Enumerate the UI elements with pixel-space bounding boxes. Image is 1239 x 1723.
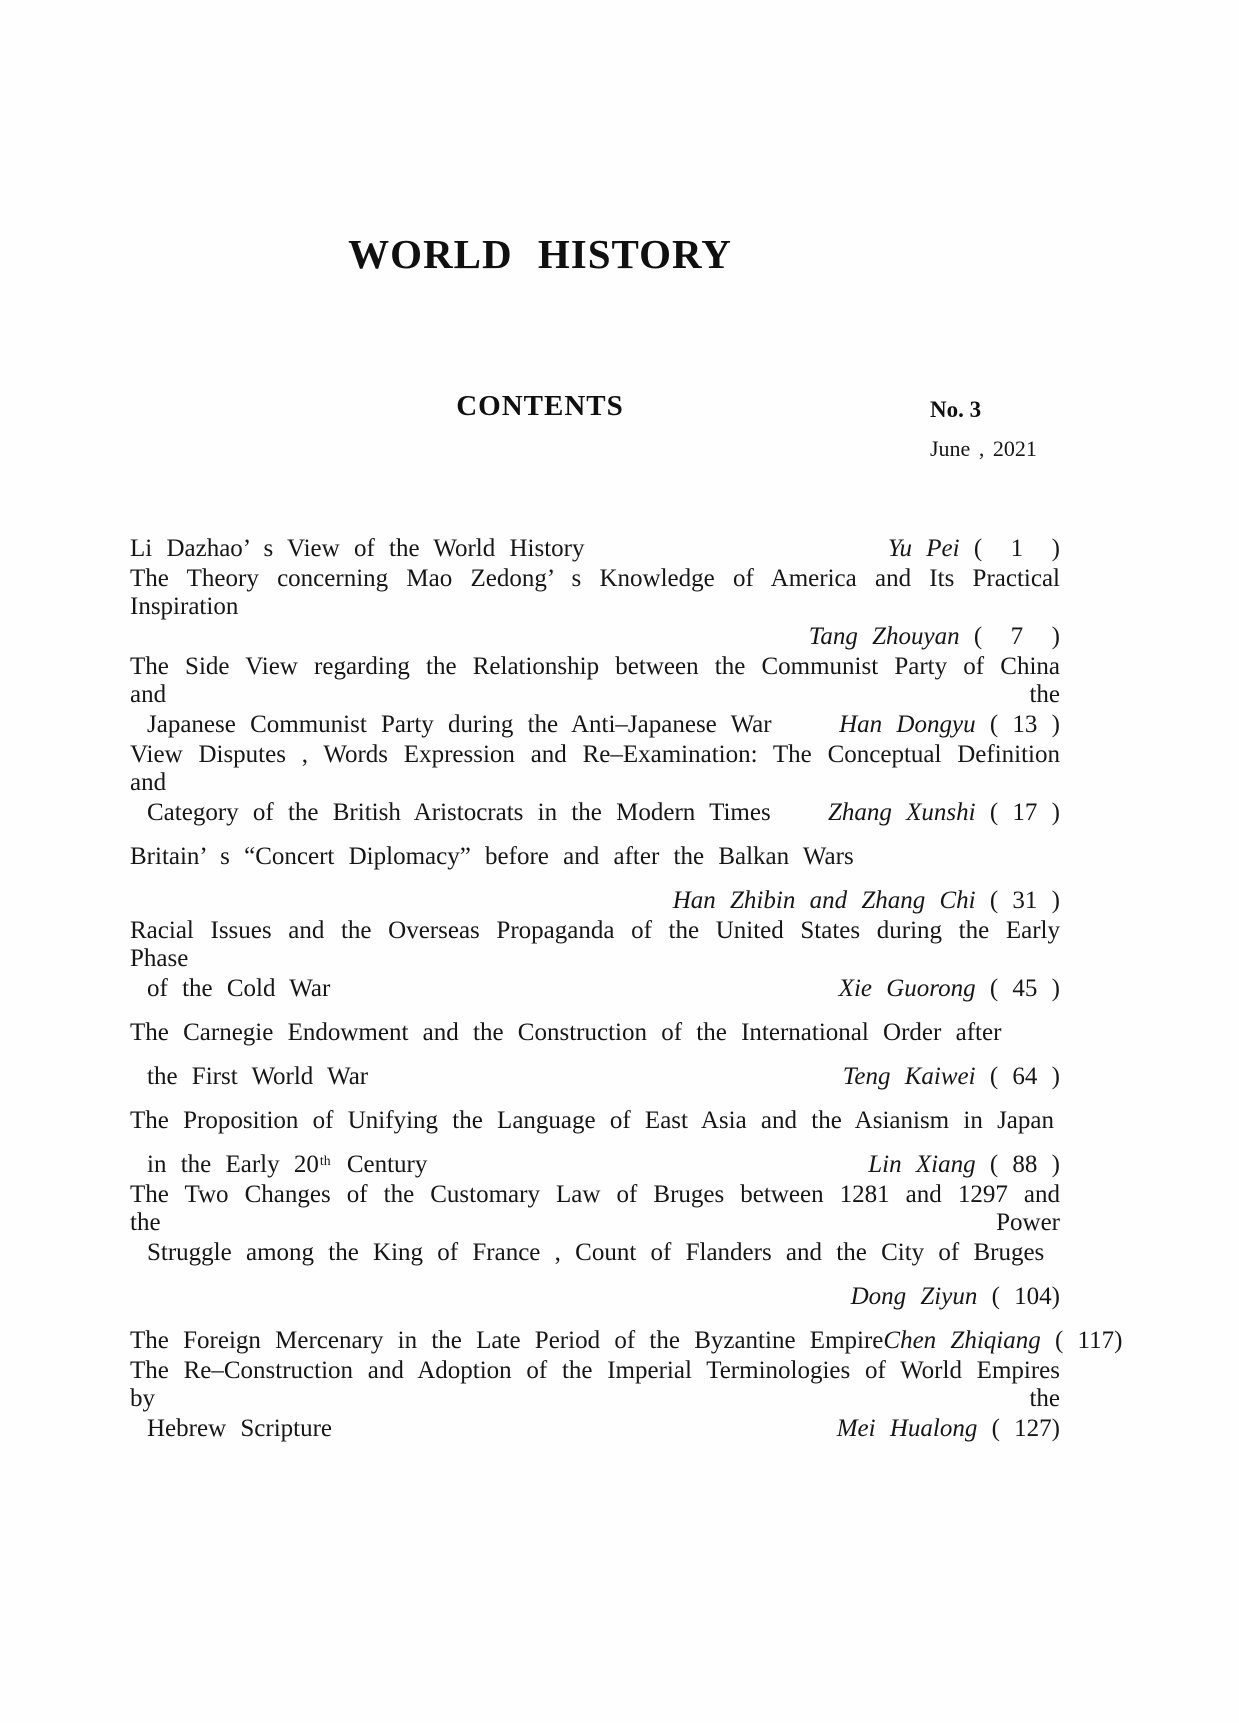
toc-author: Chen Zhiqiang <box>883 1327 1041 1354</box>
toc-page-number: ( 45 ) <box>975 975 1060 1002</box>
toc-line <box>130 1099 1060 1143</box>
toc-page-number: ( 13 ) <box>975 711 1060 738</box>
toc-entry-title: Li Dazhao’ s View of the World History <box>130 535 585 562</box>
ordinal-superscript: th <box>319 1153 331 1169</box>
issue-date: June , 2021 <box>930 436 1037 461</box>
toc-line <box>130 1055 1060 1099</box>
toc-entry-title: of the Cold War <box>147 975 331 1002</box>
toc-line <box>130 1275 1060 1319</box>
contents-heading: CONTENTS <box>456 390 624 422</box>
toc-entry-title: Hebrew Scripture <box>147 1415 333 1442</box>
toc-page-number: ( 64 ) <box>975 1063 1060 1090</box>
toc-author-page <box>839 975 1060 1003</box>
toc-line <box>130 835 1060 879</box>
toc-author-page <box>839 711 1060 739</box>
toc-line <box>130 1181 1060 1236</box>
toc-entry-title: The Foreign Mercenary in the Late Period of the Byzantine Empire <box>130 1327 884 1354</box>
toc-author-page <box>868 1151 1060 1179</box>
toc-page-number: ( 31 ) <box>975 887 1060 914</box>
toc-entry-title: the First World War <box>147 1063 369 1090</box>
toc-author-page <box>837 1415 1060 1443</box>
toc-author: Tang Zhouyan <box>808 623 960 650</box>
toc-author: Han Zhibin and Zhang Chi <box>672 887 976 914</box>
toc-author: Xie Guorong <box>838 975 976 1002</box>
toc-line <box>130 1231 1060 1275</box>
toc-entry-title: The Side View regarding the Relationship between the Communist Party of China and the <box>130 653 1060 708</box>
toc-author: Han Dongyu <box>839 711 976 738</box>
toc-entry-title: The Proposition of Unifying the Language of East Asia and the Asianism in Japan <box>130 1107 1054 1134</box>
toc-author-page <box>828 799 1060 827</box>
toc-line <box>130 791 1060 835</box>
toc-author-page <box>843 1063 1060 1091</box>
toc-page-number: ( 88 ) <box>975 1151 1060 1178</box>
toc-author-page <box>809 623 1060 651</box>
toc-page-number: ( 7 ) <box>959 623 1060 650</box>
toc-page-number: ( 1 ) <box>959 535 1060 562</box>
toc-line <box>130 1011 1060 1055</box>
toc-author-page <box>673 887 1060 915</box>
toc-author-page <box>888 535 1060 563</box>
toc-page-number: ( 127) <box>977 1415 1060 1442</box>
issue-number: No. 3 <box>930 397 982 422</box>
toc-page-number: ( 104) <box>977 1283 1060 1310</box>
journal-title: WORLD HISTORY <box>348 231 732 277</box>
toc-entry-title: Britain’ s “Concert Diplomacy” before and after the Balkan Wars <box>130 843 854 870</box>
toc-author: Lin Xiang <box>868 1151 976 1178</box>
toc-entry-title: Racial Issues and the Overseas Propaganda of the United States during the Early Phase <box>130 917 1060 972</box>
toc-entry-title: Category of the British Aristocrats in the Modern Times <box>147 799 771 826</box>
toc-page-number: ( 117) <box>1040 1327 1123 1354</box>
toc-line <box>130 917 1060 972</box>
toc-page-number: ( 17 ) <box>975 799 1060 826</box>
toc-author: Mei Hualong <box>836 1415 978 1442</box>
toc-line <box>130 1407 1060 1451</box>
toc-author-page <box>883 1327 1122 1355</box>
toc-entry-title: The Two Changes of the Customary Law of Bruges between 1281 and 1297 and the Power <box>130 1181 1060 1236</box>
toc-author-page <box>851 1283 1060 1311</box>
toc-author: Zhang Xunshi <box>827 799 976 826</box>
toc-author: Dong Ziyun <box>850 1283 978 1310</box>
toc-line <box>130 741 1060 796</box>
toc-line <box>130 565 1060 620</box>
toc-entry-title: in the Early 20th Century <box>147 1151 428 1178</box>
toc-line <box>130 1357 1060 1412</box>
toc-line <box>130 967 1060 1011</box>
toc-author: Yu Pei <box>887 535 960 562</box>
table-of-contents <box>130 527 1123 1451</box>
toc-entry-title: View Disputes , Words Expression and Re–Examination: The Conceptual Definition and <box>130 741 1060 796</box>
toc-entry-title: The Theory concerning Mao Zedong’ s Knowledge of America and Its Practical Inspiration <box>130 565 1060 620</box>
toc-author: Teng Kaiwei <box>842 1063 976 1090</box>
toc-entry-title: The Carnegie Endowment and the Construction of the International Order after <box>130 1019 1002 1046</box>
toc-entry-title: Japanese Communist Party during the Anti–Japanese War <box>147 711 772 738</box>
toc-entry-title: Struggle among the King of France , Count of Flanders and the City of Bruges <box>147 1239 1045 1266</box>
toc-line <box>130 653 1060 708</box>
toc-entry-title: The Re–Construction and Adoption of the Imperial Terminologies of World Empires by the <box>130 1357 1060 1412</box>
